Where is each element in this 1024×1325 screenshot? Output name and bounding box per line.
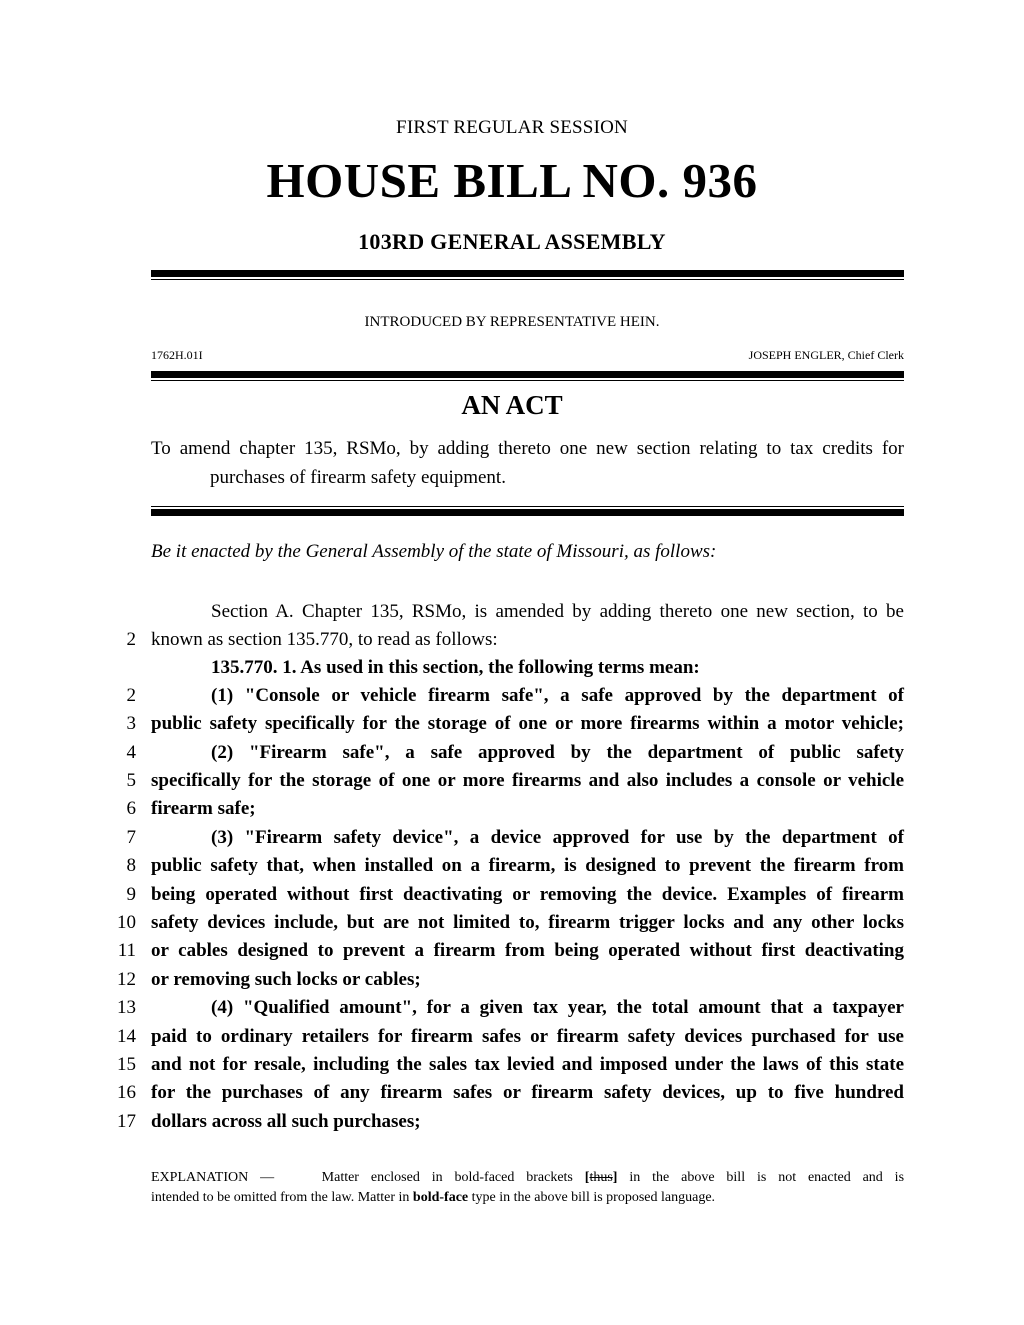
explanation-line-2: [151, 1190, 715, 1205]
bill-line: specifically for the storage of one or more firearms and also includes a console or vehicle: [151, 770, 904, 791]
bill-line: dollars across all such purchases;: [151, 1111, 421, 1132]
line-number: 3: [126, 713, 136, 734]
struck-example: thus: [589, 1170, 613, 1185]
line-number: 14: [117, 1026, 136, 1047]
explanation-text-4: type in the above bill is proposed language.: [471, 1190, 716, 1205]
line-number: 2: [126, 629, 136, 650]
line-number: 5: [126, 770, 136, 791]
bill-line: and not for resale, including the sales tax levied and imposed under the laws of this state: [151, 1054, 904, 1075]
bill-line: public safety that, when installed on a firearm, is designed to prevent the firearm from: [151, 855, 904, 876]
act-title: [151, 434, 904, 492]
assembly-label: 103RD GENERAL ASSEMBLY: [358, 229, 666, 254]
session-label: FIRST REGULAR SESSION: [396, 117, 628, 138]
line-number: 15: [117, 1054, 136, 1075]
chief-clerk: JOSEPH ENGLER, Chief Clerk: [748, 348, 904, 362]
introduced-by: INTRODUCED BY REPRESENTATIVE HEIN.: [364, 314, 660, 330]
line-number: 8: [126, 855, 136, 876]
bill-line: safety devices include, but are not limited to, firearm trigger locks and any other locks: [151, 912, 904, 933]
bill-line: or cables designed to prevent a firearm from being operated without first deactivating: [151, 940, 904, 961]
line-number: 12: [117, 969, 136, 990]
line-number: 11: [117, 940, 136, 961]
act-title-line-2: purchases of firearm safety equipment.: [210, 467, 506, 488]
header-rule: [151, 270, 904, 280]
bill-line: for the purchases of any firearm safes or firearm safety devices, up to five hundred: [151, 1082, 904, 1103]
bracket-open: [: [584, 1170, 590, 1185]
boldface-example: bold-face: [412, 1190, 469, 1205]
section-a-line-1: Section A. Chapter 135, RSMo, is amended by adding thereto one new section, to be: [211, 601, 904, 622]
bill-line: paid to ordinary retailers for firearm safes or firearm safety devices purchased for use: [151, 1026, 904, 1047]
bill-line: (1) "Console or vehicle firearm safe", a safe approved by the department of: [211, 685, 904, 706]
line-number: 16: [117, 1082, 136, 1103]
act-title-line-1: To amend chapter 135, RSMo, by adding thereto one new section relating to tax credits for: [151, 438, 904, 459]
explanation-label: EXPLANATION —: [151, 1170, 275, 1185]
section-a-line-2: known as section 135.770, to read as follows:: [151, 629, 498, 650]
bill-line: firearm safe;: [151, 798, 256, 819]
line-number: 10: [117, 912, 136, 933]
section-135770-heading: 135.770. 1. As used in this section, the following terms mean:: [211, 657, 700, 678]
act-heading: AN ACT: [461, 390, 563, 420]
enacting-clause: Be it enacted by the General Assembly of the state of Missouri, as follows:: [151, 541, 717, 562]
line-number: 4: [126, 742, 136, 763]
clerk-rule: [151, 371, 904, 381]
line-number: 6: [126, 798, 136, 819]
bill-line: or removing such locks or cables;: [151, 969, 421, 990]
line-number: 2: [126, 685, 136, 706]
title-rule: [151, 506, 904, 516]
bill-line: (4) "Qualified amount", for a given tax year, the total amount that a taxpayer: [211, 997, 904, 1018]
explanation-text-2: in the above bill is not enacted and is: [629, 1170, 905, 1185]
bracket-close: ]: [612, 1170, 618, 1185]
bill-line: (2) "Firearm safe", a safe approved by the department of public safety: [211, 742, 904, 763]
bill-line: (3) "Firearm safety device", a device approved for use by the department of: [211, 827, 904, 848]
explanation-text-3: intended to be omitted from the law. Matter in: [151, 1190, 410, 1205]
explanation: [151, 1168, 904, 1208]
line-number: 17: [117, 1111, 136, 1132]
line-number: 13: [117, 997, 136, 1018]
line-number: 7: [126, 827, 136, 848]
bill-line: public safety specifically for the storage of one or more firearms within a motor vehicle;: [151, 713, 904, 734]
bill-code: 1762H.01I: [151, 348, 203, 362]
bill-line: being operated without first deactivating or removing the device. Examples of firearm: [151, 884, 904, 905]
line-number: 9: [126, 884, 136, 905]
explanation-text-1: Matter enclosed in bold-faced brackets: [321, 1170, 573, 1185]
explanation-line-1: [151, 1168, 904, 1188]
bill-number: HOUSE BILL NO. 936: [266, 153, 758, 208]
